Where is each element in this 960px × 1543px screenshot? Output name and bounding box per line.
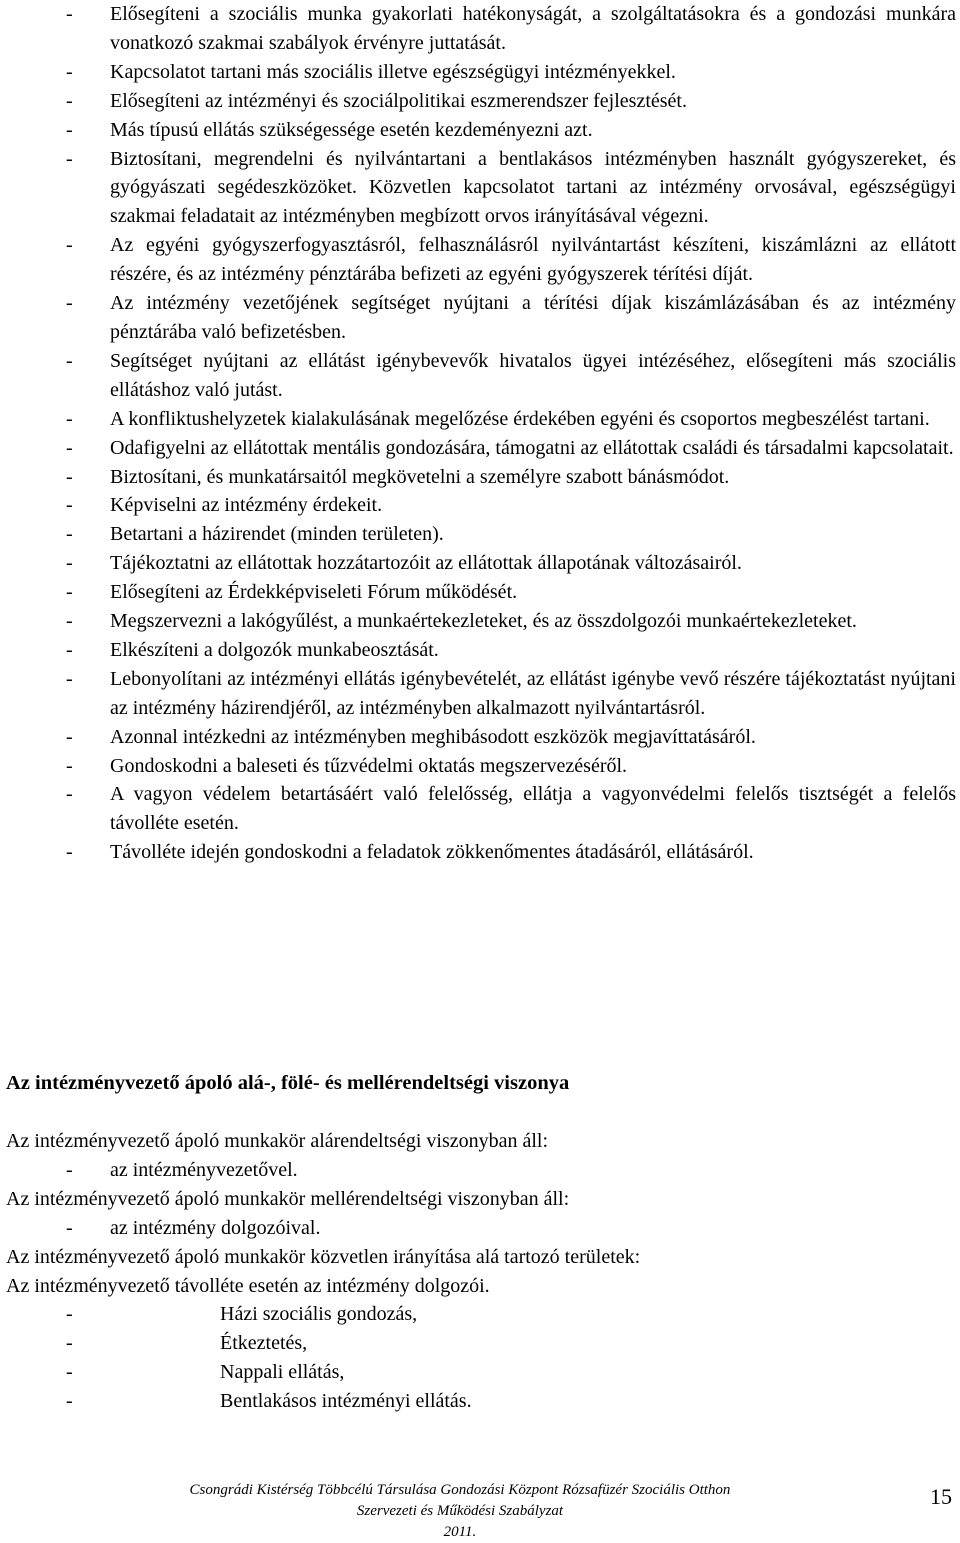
list-item-text: Biztosítani, és munkatársaitól megkövetelni a személyre szabott bánásmódot. (110, 465, 730, 488)
footer-organization: Csongrádi Kistérség Többcélú Társulása Gondozási Központ Rózsafüzér Szociális Otthon (189, 1482, 731, 1498)
area-item-text: Étkeztetés, (220, 1332, 308, 1355)
area-item (6, 1329, 906, 1358)
list-item-text: Gondoskodni a baleseti és tűzvédelmi oktatás megszervezéséről. (110, 754, 628, 777)
list-item (66, 231, 956, 289)
list-dash: - (66, 783, 73, 806)
list-item (66, 578, 956, 607)
list-dash: - (66, 436, 73, 459)
duty-list (66, 0, 956, 867)
list-dash: - (66, 581, 73, 604)
subordinate-intro: Az intézményvezető ápoló munkakör alárendeltségi viszonyban áll: (6, 1130, 549, 1152)
page-number: 15 (930, 1484, 952, 1509)
list-item-text: Az egyéni gyógyszerfogyasztásról, felhasználásról nyilvántartást készíteni, kiszámlázni az ellátott részére, és az intézmény pénztárába befizeti az egyéni gyógyszerek térítési díját. (110, 234, 956, 286)
list-item-text: Odafigyelni az ellátottak mentális gondozására, támogatni az ellátottak családi és társadalmi kapcsolatait. (110, 436, 954, 459)
list-item-text: Más típusú ellátás szükségessége esetén kezdeményezni azt. (110, 118, 593, 141)
list-item-text: Lebonyolítani az intézményi ellátás igénybevételét, az ellátást igénybe vevő részére tájékoztatást nyújtani az intézmény házirendjéről, az intézményben alkalmazott nyilvántartásról. (110, 667, 956, 719)
footer-document-title: Szervezeti és Működési Szabályzat (356, 1503, 564, 1519)
list-item (66, 0, 956, 58)
list-item (66, 116, 956, 145)
area-item-text: Bentlakásos intézményi ellátás. (220, 1390, 472, 1413)
list-item-text: Az intézmény vezetőjének segítséget nyújtani a térítési díjak kiszámlázásában és az intézmény pénztárába való befizetésben. (110, 292, 956, 343)
list-item (66, 723, 956, 752)
list-dash: - (66, 465, 73, 488)
coordinate-item-text: az intézmény dolgozóival. (110, 1216, 321, 1239)
page-footer (150, 1480, 770, 1543)
list-dash: - (66, 1303, 73, 1326)
list-dash: - (66, 118, 73, 141)
list-item-text: A vagyon védelem betartásáért való felelősség, ellátja a vagyonvédelmi felelős tisztségét a felelős távolléte esetén. (110, 783, 956, 835)
list-item-text: Képviselni az intézmény érdekeit. (110, 494, 383, 517)
list-item (66, 607, 956, 636)
list-dash: - (66, 292, 73, 315)
list-dash: - (66, 147, 73, 170)
list-dash: - (66, 1158, 73, 1181)
list-item (66, 347, 956, 405)
list-item (66, 636, 956, 665)
direct-areas-intro: Az intézményvezető ápoló munkakör közvetlen irányítása alá tartozó területek: (6, 1245, 641, 1268)
list-item-text: Elősegíteni a szociális munka gyakorlati hatékonyságát, a szolgáltatásokra és a gondozási munkára vonatkozó szakmai szabályok érvényre juttatását. (110, 3, 956, 54)
list-item-text: Segítséget nyújtani az ellátást igénybevevők hivatalos ügyei intézéséhez, elősegíteni más szociális ellátáshoz való jutást. (110, 349, 956, 401)
list-item (66, 665, 956, 723)
list-dash: - (66, 610, 73, 633)
list-item (66, 145, 956, 232)
list-item (66, 491, 956, 520)
section-heading: Az intézményvezető ápoló alá-, fölé- és mellérendeltségi viszonya (6, 1072, 570, 1094)
list-item-text: Elősegíteni az Érdekképviseleti Fórum működését. (110, 581, 518, 604)
list-item-text: Távolléte idején gondoskodni a feladatok zökkenőmentes átadásáról, ellátásáról. (110, 841, 754, 864)
list-item (66, 780, 956, 838)
list-item-text: Betartani a házirendet (minden területen). (110, 523, 444, 546)
list-dash: - (66, 1361, 73, 1384)
area-item (6, 1300, 906, 1329)
list-dash: - (66, 1390, 73, 1413)
area-list (6, 1300, 906, 1416)
list-item (66, 838, 956, 867)
list-item (66, 549, 956, 578)
relations-section (6, 1127, 906, 1416)
list-dash: - (66, 754, 73, 777)
subordinate-item (6, 1156, 906, 1185)
list-item (66, 434, 956, 463)
area-item (6, 1358, 906, 1387)
subordinate-item-text: az intézményvezetővel. (110, 1158, 298, 1181)
list-item-text: Elősegíteni az intézményi és szociálpolitikai eszmerendszer fejlesztését. (110, 89, 687, 112)
list-dash: - (66, 552, 73, 575)
list-dash: - (66, 1216, 73, 1239)
list-dash: - (66, 349, 73, 372)
list-item-text: Elkészíteni a dolgozók munkabeosztását. (110, 638, 439, 661)
coordinate-item (6, 1214, 906, 1243)
list-dash: - (66, 638, 73, 661)
list-item (66, 289, 956, 347)
list-item-text: Megszervezni a lakógyűlést, a munkaértekezleteket, és az összdolgozói munkaértekezleteket. (110, 610, 857, 633)
list-item-text: A konfliktushelyzetek kialakulásának megelőzése érdekében egyéni és csoportos megbeszélést tartani. (110, 407, 930, 430)
list-item (66, 752, 956, 781)
list-dash: - (66, 667, 73, 690)
list-dash: - (66, 494, 73, 517)
list-dash: - (66, 3, 73, 25)
area-item (6, 1387, 906, 1416)
area-item-text: Házi szociális gondozás, (220, 1303, 418, 1326)
list-dash: - (66, 407, 73, 430)
coordinate-intro: Az intézményvezető ápoló munkakör mellérendeltségi viszonyban áll: (6, 1187, 570, 1210)
list-item (66, 87, 956, 116)
absence-line: Az intézményvezető távolléte esetén az intézmény dolgozói. (6, 1274, 490, 1297)
list-item (66, 405, 956, 434)
list-item-text: Azonnal intézkedni az intézményben meghibásodott eszközök megjavíttatásáról. (110, 725, 756, 748)
list-dash: - (66, 89, 73, 112)
list-dash: - (66, 60, 73, 83)
list-dash: - (66, 523, 73, 546)
list-dash: - (66, 1332, 73, 1355)
footer-year: 2011. (443, 1524, 477, 1540)
list-dash: - (66, 234, 73, 257)
list-item-text: Kapcsolatot tartani más szociális illetve egészségügyi intézményekkel. (110, 60, 676, 83)
list-item (66, 58, 956, 87)
list-item (66, 520, 956, 549)
list-item-text: Tájékoztatni az ellátottak hozzátartozóit az ellátottak állapotának változásairól. (110, 552, 742, 575)
list-item (66, 463, 956, 492)
list-item-text: Biztosítani, megrendelni és nyilvántartani a bentlakásos intézményben használt gyógyszereket, és gyógyászati segédeszközöket. Közvetlen kapcsolatot tartani az intézmény orvosával, egészségügyi szakmai feladatait az intézményben megbízott orvos irányításával végezni. (110, 147, 956, 228)
list-dash: - (66, 725, 73, 748)
list-dash: - (66, 841, 73, 864)
area-item-text: Nappali ellátás, (220, 1361, 345, 1384)
